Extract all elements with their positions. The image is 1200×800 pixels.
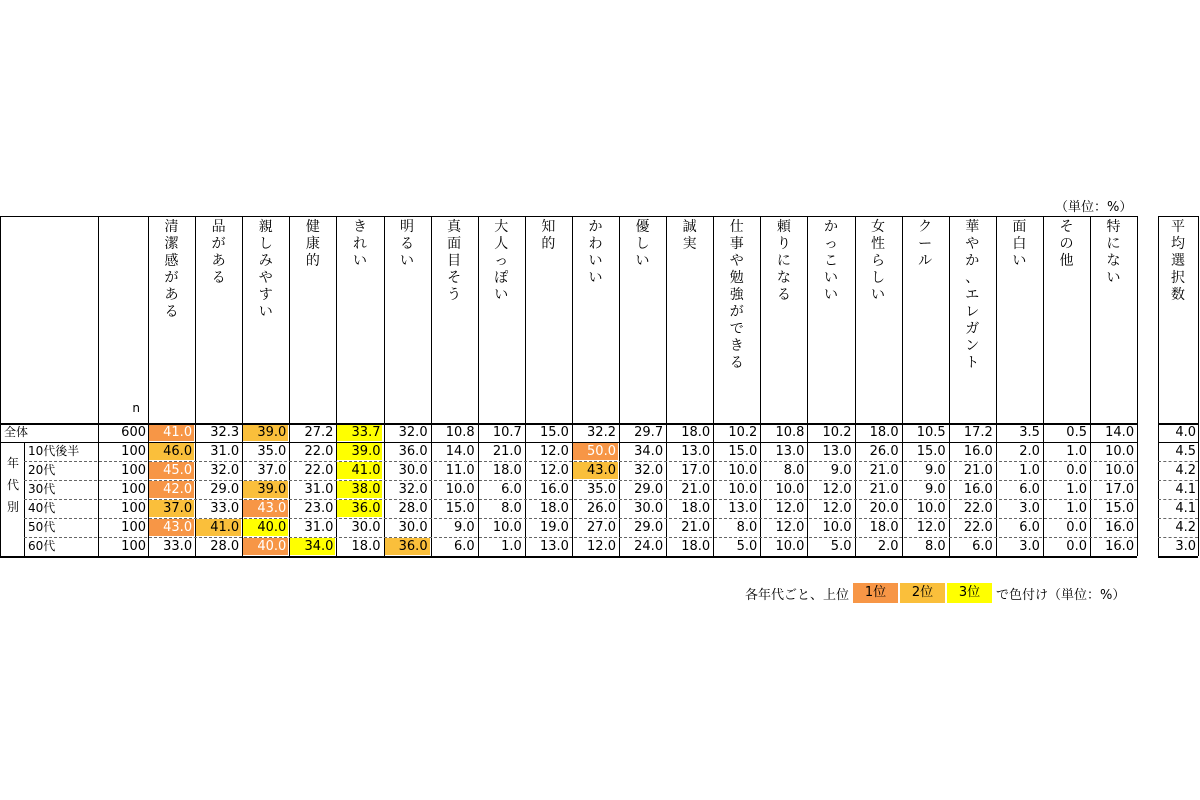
data-cell: 14.0 xyxy=(445,444,475,459)
data-cell: 26.0 xyxy=(587,501,616,516)
data-cell: 18.0 xyxy=(681,539,711,554)
data-cell: 32.0 xyxy=(398,425,428,440)
data-cell: 12.0 xyxy=(822,482,852,497)
data-cell: 20.0 xyxy=(869,501,899,516)
data-cell: 6.0 xyxy=(1019,520,1040,535)
data-cell: 17.0 xyxy=(681,463,711,478)
rule xyxy=(760,216,761,556)
data-cell: 16.0 xyxy=(963,444,993,459)
data-cell: 10.0 xyxy=(822,520,852,535)
data-cell: 32.0 xyxy=(398,482,428,497)
avg-column-header: 平 均 選 択 数 xyxy=(1171,219,1185,303)
data-cell: 17.2 xyxy=(963,425,993,440)
data-cell: 10.0 xyxy=(728,463,758,478)
data-cell: 33.0 xyxy=(210,501,240,516)
rule xyxy=(525,216,526,556)
rule xyxy=(0,216,1,556)
data-cell: 27.2 xyxy=(304,425,334,440)
legend-rank3-swatch: 3位 xyxy=(947,583,992,603)
data-cell: 12.0 xyxy=(587,539,616,554)
rule xyxy=(1158,518,1198,519)
column-header: 健 康 的 xyxy=(305,219,320,269)
data-cell: 22.0 xyxy=(304,463,334,478)
column-header: 優 し い xyxy=(635,219,650,269)
row-avg: 4.2 xyxy=(1175,463,1196,478)
data-cell: 18.0 xyxy=(492,463,522,478)
rule xyxy=(478,216,479,556)
data-cell: 35.0 xyxy=(587,482,616,497)
row-label: 60代 xyxy=(28,539,56,553)
rule xyxy=(1158,461,1198,462)
legend-suffix: で色付け（単位：%） xyxy=(996,587,1126,603)
data-cell: 8.0 xyxy=(783,463,805,478)
rule xyxy=(384,216,385,556)
column-header: 頼 り に な る xyxy=(776,219,791,303)
data-cell: 34.0 xyxy=(634,444,664,459)
data-cell: 37.0 xyxy=(149,500,194,517)
data-cell: 16.0 xyxy=(1105,539,1135,554)
data-cell: 42.0 xyxy=(149,481,194,498)
data-cell: 12.0 xyxy=(775,501,805,516)
row-label: 全体 xyxy=(4,425,29,439)
rule xyxy=(242,216,243,556)
rule xyxy=(1198,216,1199,556)
data-cell: 15.0 xyxy=(539,425,569,440)
data-cell: 23.0 xyxy=(304,501,334,516)
row-avg: 4.0 xyxy=(1175,425,1196,440)
data-cell: 18.0 xyxy=(351,539,381,554)
data-cell: 29.7 xyxy=(634,425,664,440)
row-label: 50代 xyxy=(28,520,56,534)
data-cell: 9.0 xyxy=(454,520,475,535)
data-cell: 10.8 xyxy=(445,425,475,440)
data-cell: 0.0 xyxy=(1066,463,1087,478)
row-avg: 4.1 xyxy=(1175,501,1196,516)
data-cell: 32.0 xyxy=(210,463,240,478)
data-cell: 33.7 xyxy=(337,424,382,441)
data-cell: 34.0 xyxy=(290,538,335,555)
data-cell: 40.0 xyxy=(243,519,288,536)
data-cell: 24.0 xyxy=(634,539,664,554)
data-cell: 13.0 xyxy=(539,539,569,554)
data-cell: 10.0 xyxy=(775,482,805,497)
rule xyxy=(1158,480,1198,481)
data-cell: 18.0 xyxy=(681,501,711,516)
data-cell: 29.0 xyxy=(634,482,664,497)
group-label: 年 代 別 xyxy=(6,456,19,514)
row-n: 100 xyxy=(121,463,146,478)
column-header: か わ い い xyxy=(588,219,603,286)
data-cell: 21.0 xyxy=(681,482,711,497)
data-cell: 41.0 xyxy=(196,519,241,536)
data-cell: 37.0 xyxy=(257,463,287,478)
data-cell: 22.0 xyxy=(963,520,993,535)
data-cell: 18.0 xyxy=(681,425,711,440)
data-cell: 12.0 xyxy=(539,444,569,459)
data-cell: 32.2 xyxy=(587,425,616,440)
rule xyxy=(1090,216,1091,556)
data-cell: 10.0 xyxy=(916,501,946,516)
rule xyxy=(713,216,714,556)
data-cell: 50.0 xyxy=(573,443,618,460)
data-cell: 14.0 xyxy=(1105,425,1135,440)
data-cell: 10.0 xyxy=(445,482,475,497)
data-cell: 15.0 xyxy=(728,444,758,459)
rule xyxy=(148,216,149,556)
data-cell: 13.0 xyxy=(728,501,758,516)
data-cell: 31.0 xyxy=(304,482,334,497)
n-column-header: n xyxy=(132,401,140,415)
data-cell: 30.0 xyxy=(634,501,664,516)
data-cell: 38.0 xyxy=(337,481,382,498)
color-legend xyxy=(745,583,1125,603)
data-cell: 10.7 xyxy=(492,425,522,440)
data-cell: 15.0 xyxy=(916,444,946,459)
data-cell: 22.0 xyxy=(304,444,334,459)
row-n: 100 xyxy=(121,539,146,554)
data-cell: 41.0 xyxy=(337,462,382,479)
rule xyxy=(24,518,1137,519)
data-cell: 40.0 xyxy=(243,538,288,555)
data-cell: 39.0 xyxy=(243,481,288,498)
data-cell: 28.0 xyxy=(398,501,428,516)
row-n: 100 xyxy=(121,444,146,459)
data-cell: 32.3 xyxy=(210,425,240,440)
data-cell: 30.0 xyxy=(351,520,381,535)
data-cell: 10.2 xyxy=(728,425,758,440)
data-cell: 1.0 xyxy=(1066,501,1087,516)
data-cell: 12.0 xyxy=(539,463,569,478)
data-cell: 18.0 xyxy=(869,425,899,440)
row-avg: 3.0 xyxy=(1175,539,1196,554)
column-header: か っ こ い い xyxy=(823,219,838,303)
data-cell: 43.0 xyxy=(243,500,288,517)
rule xyxy=(1158,442,1198,443)
column-header: 品 が あ る xyxy=(211,219,226,286)
data-cell: 10.0 xyxy=(775,539,805,554)
column-header: 親 し み や す い xyxy=(258,219,273,320)
data-cell: 13.0 xyxy=(681,444,711,459)
row-label: 40代 xyxy=(28,501,56,515)
data-cell: 30.0 xyxy=(398,463,428,478)
column-header: ク ー ル xyxy=(918,219,933,269)
data-cell: 18.0 xyxy=(869,520,899,535)
rule xyxy=(1158,423,1198,425)
data-cell: 39.0 xyxy=(243,424,288,441)
column-header: 明 る い xyxy=(400,219,415,269)
rule xyxy=(431,216,432,556)
column-header: 清 潔 感 が あ る xyxy=(164,219,179,320)
data-cell: 5.0 xyxy=(830,539,852,554)
rule xyxy=(1158,537,1198,538)
rule xyxy=(0,423,1137,425)
row-label: 20代 xyxy=(28,463,56,477)
column-header: き れ い xyxy=(352,219,367,269)
rule xyxy=(996,216,997,556)
data-cell: 21.0 xyxy=(681,520,711,535)
data-cell: 2.0 xyxy=(877,539,899,554)
row-avg: 4.2 xyxy=(1175,520,1196,535)
data-cell: 21.0 xyxy=(869,482,899,497)
rule xyxy=(24,499,1137,500)
data-cell: 8.0 xyxy=(736,520,758,535)
data-cell: 1.0 xyxy=(1019,463,1040,478)
rule xyxy=(1158,499,1198,500)
data-cell: 15.0 xyxy=(1105,501,1135,516)
rule xyxy=(1043,216,1044,556)
legend-rank1-swatch: 1位 xyxy=(853,583,898,603)
data-cell: 8.0 xyxy=(925,539,946,554)
rule xyxy=(949,216,950,556)
data-cell: 0.5 xyxy=(1066,425,1087,440)
data-cell: 0.0 xyxy=(1066,520,1087,535)
data-cell: 13.0 xyxy=(775,444,805,459)
rule xyxy=(855,216,856,556)
data-cell: 17.0 xyxy=(1105,482,1135,497)
data-cell: 29.0 xyxy=(634,520,664,535)
data-cell: 10.0 xyxy=(1105,463,1135,478)
legend-prefix: 各年代ごと、上位 xyxy=(745,587,850,603)
data-cell: 2.0 xyxy=(1019,444,1040,459)
column-header: 女 性 ら し い xyxy=(871,219,886,303)
data-cell: 1.0 xyxy=(1066,482,1087,497)
column-header: 誠 実 xyxy=(682,219,697,252)
rule xyxy=(619,216,620,556)
data-cell: 39.0 xyxy=(337,443,382,460)
data-cell: 10.0 xyxy=(1105,444,1135,459)
column-header: 面 白 い xyxy=(1012,219,1027,269)
data-cell: 9.0 xyxy=(925,463,946,478)
unit-label: （単位：%） xyxy=(1055,200,1133,215)
rule xyxy=(0,556,1137,558)
data-cell: 33.0 xyxy=(163,539,193,554)
data-cell: 6.0 xyxy=(501,482,522,497)
data-cell: 22.0 xyxy=(963,501,993,516)
data-cell: 36.0 xyxy=(398,444,428,459)
data-cell: 1.0 xyxy=(501,539,522,554)
data-cell: 11.0 xyxy=(445,463,475,478)
rule xyxy=(24,480,1137,481)
data-cell: 3.0 xyxy=(1019,501,1040,516)
rule xyxy=(1137,216,1138,556)
data-cell: 13.0 xyxy=(822,444,852,459)
row-avg: 4.1 xyxy=(1175,482,1196,497)
data-cell: 21.0 xyxy=(963,463,993,478)
rule xyxy=(807,216,808,556)
data-cell: 43.0 xyxy=(573,462,618,479)
data-cell: 12.0 xyxy=(916,520,946,535)
data-cell: 18.0 xyxy=(539,501,569,516)
data-cell: 28.0 xyxy=(210,539,240,554)
data-cell: 35.0 xyxy=(257,444,287,459)
data-cell: 10.8 xyxy=(775,425,805,440)
data-cell: 36.0 xyxy=(337,500,382,517)
data-cell: 0.0 xyxy=(1066,539,1087,554)
rule xyxy=(666,216,667,556)
data-cell: 1.0 xyxy=(1066,444,1087,459)
data-cell: 29.0 xyxy=(210,482,240,497)
row-n: 100 xyxy=(121,520,146,535)
column-header: 大 人 っ ぽ い xyxy=(494,219,509,303)
row-label: 10代後半 xyxy=(28,444,80,458)
data-cell: 31.0 xyxy=(304,520,334,535)
data-cell: 36.0 xyxy=(385,538,430,555)
column-header: 仕 事 や 勉 強 が で き る xyxy=(729,219,744,371)
data-cell: 6.0 xyxy=(1019,482,1040,497)
data-cell: 9.0 xyxy=(925,482,946,497)
rule xyxy=(0,216,1137,217)
rule xyxy=(572,216,573,556)
data-cell: 43.0 xyxy=(149,519,194,536)
row-n: 100 xyxy=(121,501,146,516)
rule xyxy=(902,216,903,556)
data-cell: 10.2 xyxy=(822,425,852,440)
data-cell: 16.0 xyxy=(1105,520,1135,535)
row-n: 100 xyxy=(121,482,146,497)
column-header: そ の 他 xyxy=(1059,219,1074,269)
data-cell: 27.0 xyxy=(587,520,616,535)
data-cell: 41.0 xyxy=(149,424,194,441)
row-avg: 4.5 xyxy=(1175,444,1196,459)
data-cell: 26.0 xyxy=(869,444,899,459)
rule xyxy=(98,216,99,556)
rule xyxy=(289,216,290,556)
column-header: 真 面 目 そ う xyxy=(447,219,462,303)
data-cell: 12.0 xyxy=(775,520,805,535)
rule xyxy=(1158,216,1159,556)
data-cell: 6.0 xyxy=(972,539,993,554)
data-cell: 16.0 xyxy=(963,482,993,497)
data-cell: 10.0 xyxy=(728,482,758,497)
data-cell: 16.0 xyxy=(539,482,569,497)
legend-rank2-swatch: 2位 xyxy=(900,583,945,603)
column-header: 華 や か 、 エ レ ガ ン ト xyxy=(965,219,980,371)
data-cell: 21.0 xyxy=(869,463,899,478)
rule xyxy=(1158,556,1198,558)
row-label: 30代 xyxy=(28,482,56,496)
data-cell: 3.5 xyxy=(1019,425,1040,440)
data-cell: 30.0 xyxy=(398,520,428,535)
rule xyxy=(336,216,337,556)
data-cell: 19.0 xyxy=(539,520,569,535)
data-cell: 10.0 xyxy=(492,520,522,535)
rule xyxy=(24,461,1137,462)
column-header: 知 的 xyxy=(541,219,556,252)
rule xyxy=(195,216,196,556)
rule xyxy=(24,537,1137,538)
data-cell: 6.0 xyxy=(454,539,475,554)
data-cell: 12.0 xyxy=(822,501,852,516)
column-header: 特 に な い xyxy=(1106,219,1121,286)
data-cell: 3.0 xyxy=(1019,539,1040,554)
data-cell: 9.0 xyxy=(830,463,852,478)
data-cell: 31.0 xyxy=(210,444,240,459)
rule xyxy=(0,442,1137,443)
data-cell: 46.0 xyxy=(149,443,194,460)
data-cell: 32.0 xyxy=(634,463,664,478)
data-cell: 5.0 xyxy=(736,539,758,554)
data-cell: 10.5 xyxy=(916,425,946,440)
data-cell: 8.0 xyxy=(501,501,522,516)
rule xyxy=(1158,216,1198,217)
data-cell: 15.0 xyxy=(445,501,475,516)
row-n: 600 xyxy=(121,425,146,440)
data-cell: 45.0 xyxy=(149,462,194,479)
data-cell: 21.0 xyxy=(492,444,522,459)
